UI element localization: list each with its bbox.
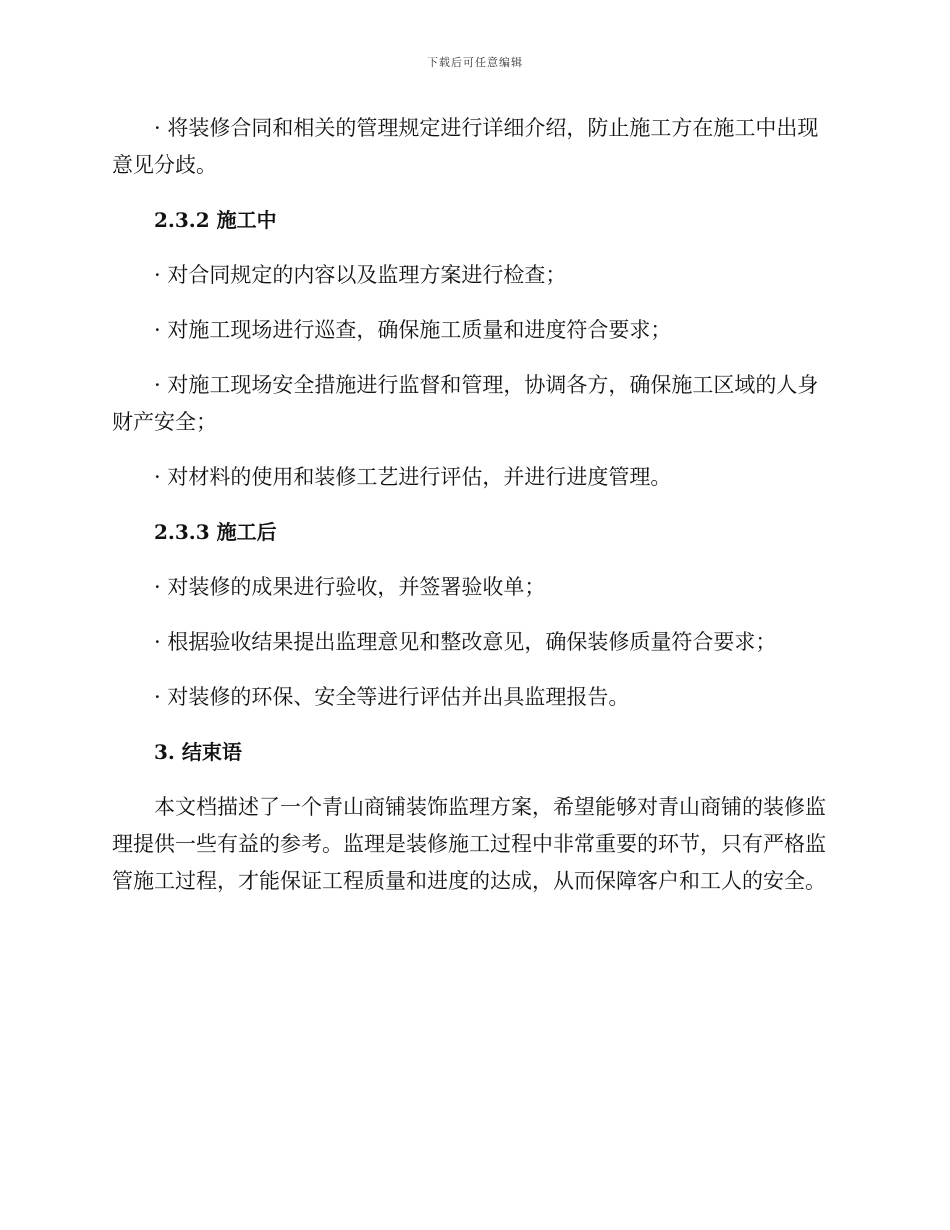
bullet-item-rectification: · 根据验收结果提出监理意见和整改意见，确保装修质量符合要求； xyxy=(154,630,777,654)
page-header: 下载后可任意编辑 xyxy=(427,56,523,69)
bullet-item-environmental-report: · 对装修的环保、安全等进行评估并出具监理报告。 xyxy=(154,685,630,709)
bullet-item-contract-intro: · 将装修合同和相关的管理规定进行详细介绍，防止施工方在施工中出现意见分歧。 xyxy=(112,116,819,177)
bullet-item-safety-supervision: · 对施工现场安全措施进行监督和管理，协调各方，确保施工区域的人身财产安全； xyxy=(112,373,819,434)
section-heading-conclusion: 3. 结束语 xyxy=(154,740,242,764)
bullet-item-acceptance: · 对装修的成果进行验收，并签署验收单； xyxy=(154,575,546,599)
bullet-item-material-evaluation: · 对材料的使用和装修工艺进行评估，并进行进度管理。 xyxy=(154,465,672,489)
section-heading-during-construction: 2.3.2 施工中 xyxy=(154,208,277,232)
conclusion-paragraph: 本文档描述了一个青山商铺装饰监理方案，希望能够对青山商铺的装修监理提供一些有益的参考。监理是装修施工过程中非常重要的环节，只有严格监管施工过程，才能保证工程质量和进度的达成，从而保障客户和工人的安全。 xyxy=(112,795,826,893)
section-heading-after-construction: 2.3.3 施工后 xyxy=(154,520,277,544)
bullet-item-site-inspection: · 对施工现场进行巡查，确保施工质量和进度符合要求； xyxy=(154,318,672,342)
document-body xyxy=(112,110,832,918)
bullet-item-contract-check: · 对合同规定的内容以及监理方案进行检查； xyxy=(154,263,567,287)
